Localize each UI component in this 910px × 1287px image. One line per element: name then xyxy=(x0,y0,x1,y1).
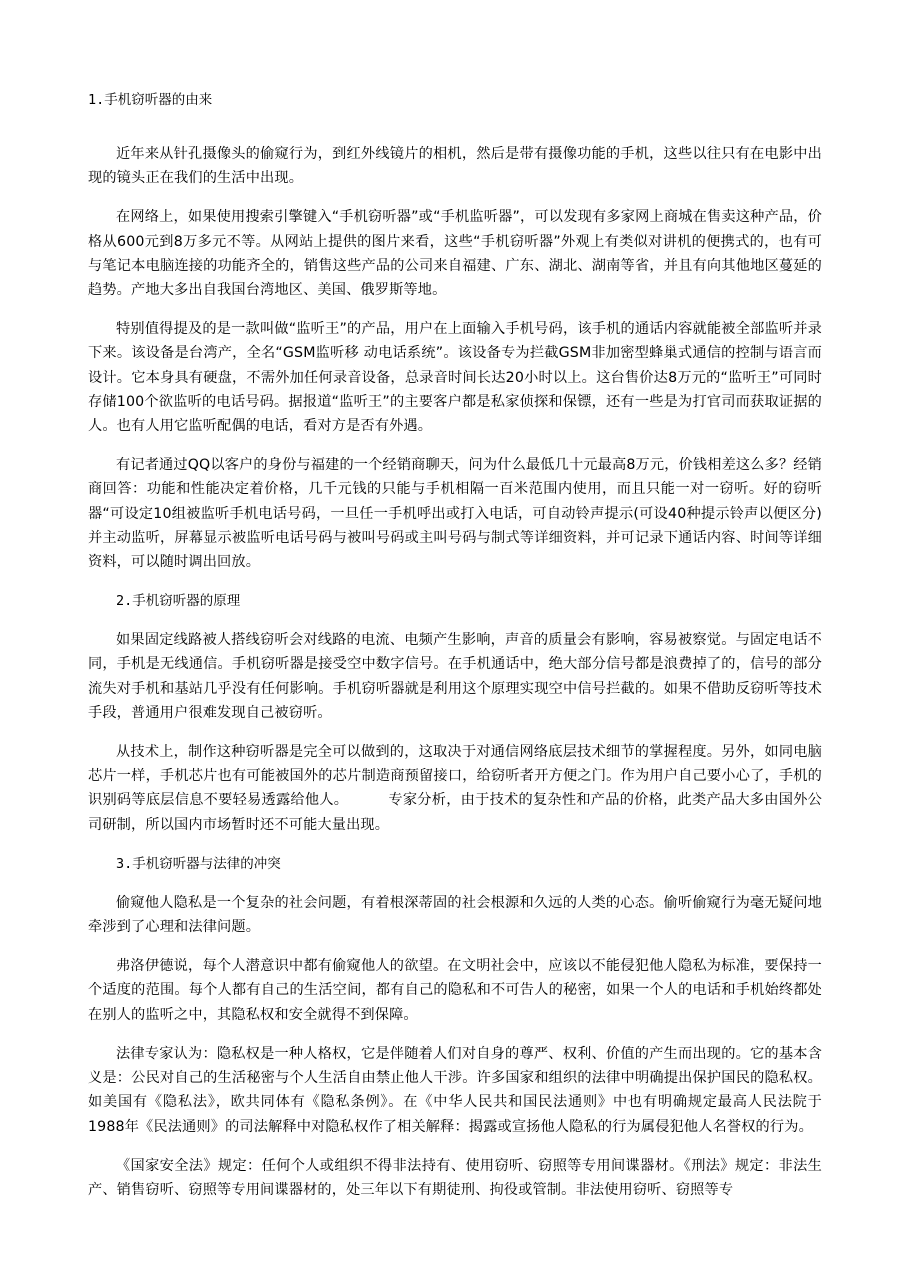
paragraph-online-sales: 在网络上，如果使用搜索引擎键入“手机窃听器”或“手机监听器”，可以发现有多家网上商城在售卖这种产品，价格从600元到8万多元不等。从网站上提供的图片来看，这些“手机窃听器”外观上有类似对讲机的便携式的，也有可与笔记本电脑连接的功能齐全的，销售这些产品的公司来自福建、广东、湖北、湖南等省，并且有向其他地区蔓延的趋势。产地大多出自我国台湾地区、美国、俄罗斯等地。 xyxy=(88,209,822,299)
paragraph-principle: 如果固定线路被人搭线窃听会对线路的电流、电频产生影响，声音的质量会有影响，容易被察觉。与固定电话不同，手机是无线通信。手机窃听器是接受空中数字信号。在手机通话中，绝大部分信号都是浪费掉了的，信号的部分流失对手机和基站几乎没有任何影响。手机窃听器就是利用这个原理实现空中信号拦截的。如果不借助反窃听等技术手段，普通用户很难发现自己被窃听。 xyxy=(88,632,822,721)
paragraph-monitor-king: 特别值得提及的是一款叫做“监听王”的产品，用户在上面输入手机号码，该手机的通话内容就能被全部监听并录下来。该设备是台湾产，全名“GSM监听移 动电话系统”。该设备专为拦截GSM非加密型蜂巢式通信的控制与语言而设计。它本身具有硬盘，不需外加任何录音设备，总录音时间长达20小时以上。这台售价达8万元的“监听王”可同时存储100个欲监听的电话号码。据报道“监听王”的主要客户都是私家侦探和保镖，还有一些是为打官司而获取证据的人。也有人用它监听配偶的电话，看对方是否有外遇。 xyxy=(88,321,822,435)
paragraph-reporter-chat: 有记者通过QQ以客户的身份与福建的一个经销商聊天，问为什么最低几十元最高8万元，价钱相差这么多？经销商回答：功能和性能决定着价格，几千元钱的只能与手机相隔一百米范围内使用，而且只能一对一窃听。好的窃听器“可设定10组被监听手机电话号码，一旦任一手机呼出或打入电话，可自动铃声提示(可设40种提示铃声以便区分)并主动监听，屏幕显示被监听电话号码与被叫号码或主叫号码与制式等详细资料，并可记录下通话内容、时间等详细资料，可以随时调出回放。 xyxy=(88,457,822,571)
document-page xyxy=(88,88,822,1217)
section-heading-law: 3.手机窃听器与法律的冲突 xyxy=(116,855,281,872)
paragraph-technology-part2: 专家分析，由于技术的复杂性和产品的价格，此类产品大多由国外公司研制，所以国内市场暂时还不可能大量出现。 xyxy=(88,792,822,833)
paragraph-technology-part1: 从技术上，制作这种窃听器是完全可以做到的，这取决于对通信网络底层技术细节的掌握程度。另外，如同电脑芯片一样，手机芯片也有可能被国外的芯片制造商预留接口，给窃听者开方便之门。作为用户自己要小心了，手机的识别码等底层信息不要轻易透露给他人。 xyxy=(88,744,822,809)
paragraph-technology xyxy=(88,740,822,837)
paragraph-freud: 弗洛伊德说，每个人潜意识中都有偷窥他人的欲望。在文明社会中，应该以不能侵犯他人隐私为标准，要保持一个适度的范围。每个人都有自己的生活空间，都有自己的隐私和不可告人的秘密，如果一个人的电话和手机始终都处在别人的监听之中，其隐私权和安全就得不到保障。 xyxy=(88,958,822,1023)
paragraph-national-security-law: 《国家安全法》规定：任何个人或组织不得非法持有、使用窃听、窃照等专用间谍器材。《刑法》规定：非法生产、销售窃听、窃照等专用间谍器材的，处三年以下有期徒刑、拘役或管制。非法使用窃听、窃照等专 xyxy=(88,1157,822,1198)
paragraph-privacy-problem: 偷窥他人隐私是一个复杂的社会问题，有着根深蒂固的社会根源和久远的人类的心态。偷听偷窥行为毫无疑问地牵涉到了心理和法律问题。 xyxy=(88,894,822,936)
section-heading-origin: 1.手机窃听器的由来 xyxy=(88,92,213,108)
paragraph-intro: 近年来从针孔摄像头的偷窥行为，到红外线镜片的相机，然后是带有摄像功能的手机，这些以往只有在电影中出现的镜头正在我们的生活中出现。 xyxy=(88,146,822,187)
section-heading-principle: 2.手机窃听器的原理 xyxy=(116,593,241,610)
paragraph-legal-experts: 法律专家认为：隐私权是一种人格权，它是伴随着人们对自身的尊严、权利、价值的产生而出现的。它的基本含义是：公民对自己的生活秘密与个人生活自由禁止他人干涉。许多国家和组织的法律中明确提出保护国民的隐私权。如美国有《隐私法》，欧共同体有《隐私条例》。在《中华人民共和国民法通则》中也有明确规定最高人民法院于1988年《民法通则》的司法解释中对隐私权作了相关解释：揭露或宣扬他人隐私的行为属侵犯他人名誉权的行为。 xyxy=(88,1045,822,1135)
